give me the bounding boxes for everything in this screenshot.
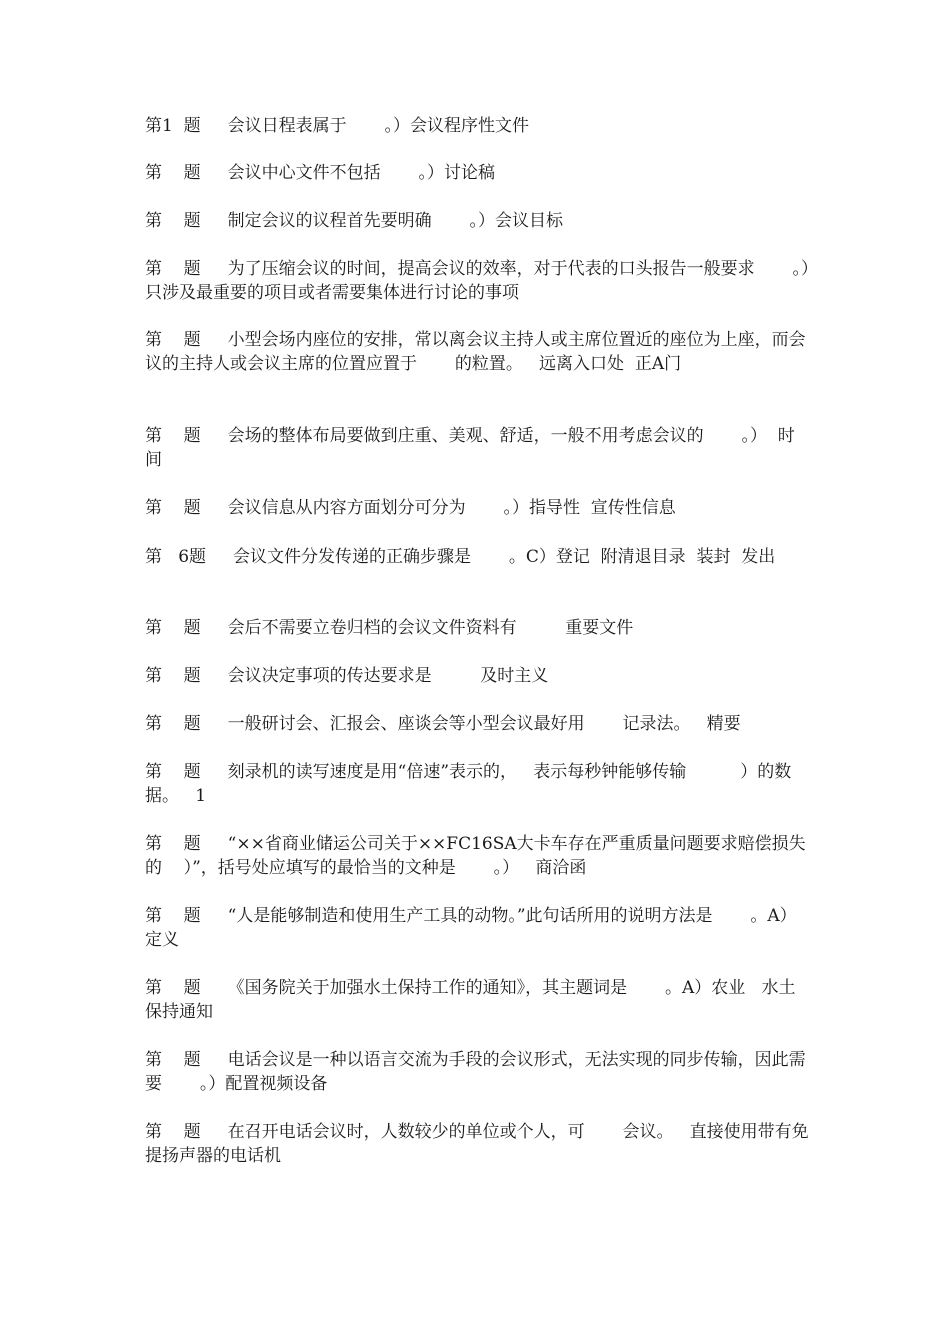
question-2: 第 题 会议中心文件不包括 。）讨论稿 <box>145 163 495 183</box>
question-12: 第 题 刻录机的读写速度是用“倍速”表示的， 表示每秒钟能够传输 ）的数据。 1 <box>145 762 792 806</box>
question-9: 第 题 会后不需要立卷归档的会议文件资料有 重要文件 <box>145 618 634 638</box>
question-7: 第 题 会议信息从内容方面划分可分为 。）指导性 宣传性信息 <box>145 498 676 518</box>
question-3: 第 题 制定会议的议程首先要明确 。）会议目标 <box>145 211 563 231</box>
question-4: 第 题 为了压缩会议的时间，提高会议的效率，对于代表的口头报告一般要求 。）只涉及最重要的项目或者需要集体进行讨论的事项 <box>145 259 810 303</box>
question-5: 第 题 小型会场内座位的安排，常以离会议主持人或主席位置近的座位为上座，而会议的主持人或会议主席的位置应置于 的粒置。 远离入口处 正A门 <box>145 330 806 374</box>
question-16: 第 题 电话会议是一种以语言交流为手段的会议形式，无法实现的同步传输，因此需要 。）配置视频设备 <box>145 1050 806 1094</box>
question-8: 第 6题 会议文件分发传递的正确步骤是 。C）登记 附清退目录 装封 发出 <box>145 547 776 567</box>
question-13: 第 题 “××省商业储运公司关于××FC16SA大卡车存在严重质量问题要求赔偿损失的 ）”，括号处应填写的最恰当的文种是 。） 商洽函 <box>145 834 806 878</box>
question-15: 第 题 《国务院关于加强水土保持工作的通知》，其主题词是 。A）农业 水土保持通知 <box>145 978 796 1022</box>
question-14: 第 题 “人是能够制造和使用生产工具的动物。”此句话所用的说明方法是 。A）定义 <box>145 906 797 950</box>
question-17: 第 题 在召开电话会议时，人数较少的单位或个人，可 会议。 直接使用带有免提扬声器的电话机 <box>145 1122 809 1166</box>
question-10: 第 题 会议决定事项的传达要求是 及时主义 <box>145 666 549 686</box>
question-6: 第 题 会场的整体布局要做到庄重、美观、舒适，一般不用考虑会议的 。） 时间 <box>145 426 795 470</box>
question-11: 第 题 一般研讨会、汇报会、座谈会等小型会议最好用 记录法。 精要 <box>145 714 741 734</box>
question-1: 第1 题 会议日程表属于 。）会议程序性文件 <box>145 116 529 136</box>
